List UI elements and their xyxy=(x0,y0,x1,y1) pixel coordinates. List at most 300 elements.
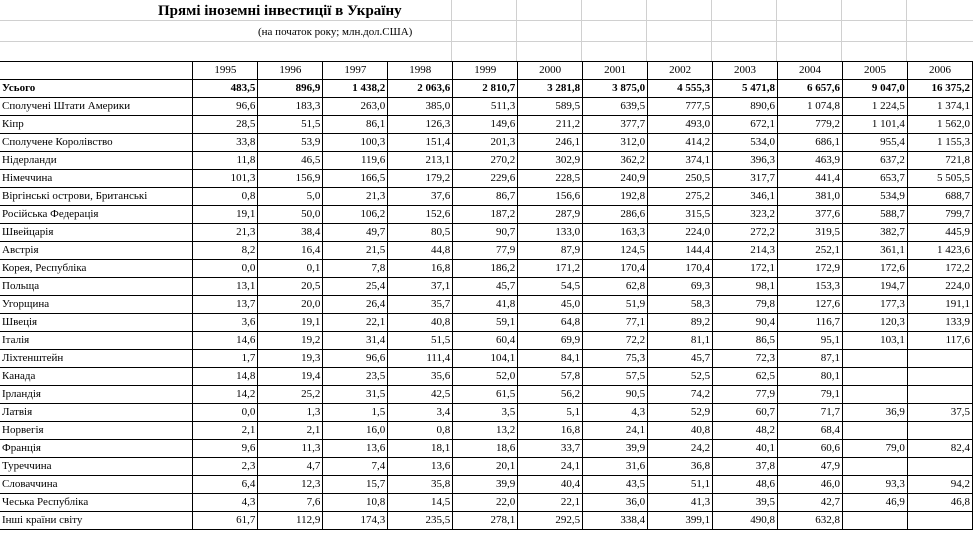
value-cell: 11,3 xyxy=(258,440,323,458)
value-cell: 24,1 xyxy=(518,458,583,476)
value-cell: 12,3 xyxy=(258,476,323,494)
value-cell: 22,1 xyxy=(323,314,388,332)
value-cell: 46,0 xyxy=(778,476,843,494)
value-cell: 79,8 xyxy=(713,296,778,314)
value-cell: 639,5 xyxy=(583,98,648,116)
value-cell: 490,8 xyxy=(713,512,778,530)
value-cell: 187,2 xyxy=(453,206,518,224)
value-cell: 152,6 xyxy=(388,206,453,224)
country-row xyxy=(0,512,973,530)
value-cell: 33,8 xyxy=(193,134,258,152)
value-cell: 46,9 xyxy=(842,494,907,512)
value-cell: 632,8 xyxy=(778,512,843,530)
value-cell: 374,1 xyxy=(648,152,713,170)
value-cell: 493,0 xyxy=(648,116,713,134)
value-cell: 8,2 xyxy=(193,242,258,260)
value-cell: 37,1 xyxy=(388,278,453,296)
value-cell: 3,5 xyxy=(453,404,518,422)
value-cell: 93,3 xyxy=(842,476,907,494)
value-cell: 14,6 xyxy=(193,332,258,350)
value-cell: 229,6 xyxy=(453,170,518,188)
table-title: Прямі іноземні інвестиції в Україну xyxy=(158,3,402,19)
value-cell: 31,4 xyxy=(323,332,388,350)
value-cell: 153,3 xyxy=(778,278,843,296)
value-cell: 2 063,6 xyxy=(388,80,453,98)
value-cell: 19,1 xyxy=(193,206,258,224)
value-cell: 14,8 xyxy=(193,368,258,386)
value-cell: 112,9 xyxy=(258,512,323,530)
value-cell: 179,2 xyxy=(388,170,453,188)
country-row xyxy=(0,476,973,494)
value-cell: 16,0 xyxy=(323,422,388,440)
year-header: 1999 xyxy=(453,62,518,80)
value-cell: 58,3 xyxy=(648,296,713,314)
value-cell: 36,9 xyxy=(842,404,907,422)
value-cell xyxy=(842,386,907,404)
value-cell: 2,1 xyxy=(193,422,258,440)
table-subtitle: (на початок року; млн.дол.США) xyxy=(258,26,413,38)
value-cell xyxy=(907,386,972,404)
value-cell: 104,1 xyxy=(453,350,518,368)
value-cell: 588,7 xyxy=(842,206,907,224)
value-cell: 74,2 xyxy=(648,386,713,404)
value-cell: 3,4 xyxy=(388,404,453,422)
value-cell: 72,2 xyxy=(583,332,648,350)
value-cell: 22,0 xyxy=(453,494,518,512)
value-cell: 414,2 xyxy=(648,134,713,152)
value-cell: 35,7 xyxy=(388,296,453,314)
year-header: 2005 xyxy=(842,62,907,80)
value-cell: 213,1 xyxy=(388,152,453,170)
gridline xyxy=(0,41,973,42)
year-header: 2006 xyxy=(907,62,972,80)
value-cell: 19,3 xyxy=(258,350,323,368)
value-cell: 0,1 xyxy=(258,260,323,278)
value-cell: 69,9 xyxy=(518,332,583,350)
value-cell: 84,1 xyxy=(518,350,583,368)
value-cell: 90,4 xyxy=(713,314,778,332)
value-cell xyxy=(907,350,972,368)
value-cell: 6 657,6 xyxy=(778,80,843,98)
country-name: Австрія xyxy=(0,242,193,260)
value-cell: 39,9 xyxy=(583,440,648,458)
value-cell: 37,6 xyxy=(388,188,453,206)
value-cell xyxy=(842,512,907,530)
value-cell: 511,3 xyxy=(453,98,518,116)
year-header: 1996 xyxy=(258,62,323,80)
value-cell: 75,3 xyxy=(583,350,648,368)
value-cell: 16 375,2 xyxy=(907,80,972,98)
value-cell: 81,1 xyxy=(648,332,713,350)
value-cell: 90,5 xyxy=(583,386,648,404)
value-cell: 61,5 xyxy=(453,386,518,404)
value-cell: 3,6 xyxy=(193,314,258,332)
value-cell: 16,8 xyxy=(388,260,453,278)
value-cell: 13,6 xyxy=(323,440,388,458)
country-name: Сполучені Штати Америки xyxy=(0,98,193,116)
value-cell: 19,4 xyxy=(258,368,323,386)
value-cell: 79,1 xyxy=(778,386,843,404)
value-cell: 25,4 xyxy=(323,278,388,296)
value-cell: 40,8 xyxy=(388,314,453,332)
gridline xyxy=(841,0,842,61)
gridline xyxy=(581,0,582,61)
country-name: Ірландія xyxy=(0,386,193,404)
country-row xyxy=(0,458,973,476)
value-cell: 1,7 xyxy=(193,350,258,368)
value-cell: 362,2 xyxy=(583,152,648,170)
value-cell: 101,3 xyxy=(193,170,258,188)
value-cell: 87,1 xyxy=(778,350,843,368)
value-cell: 46,5 xyxy=(258,152,323,170)
value-cell: 45,0 xyxy=(518,296,583,314)
value-cell: 133,0 xyxy=(518,224,583,242)
value-cell: 51,1 xyxy=(648,476,713,494)
country-name: Кіпр xyxy=(0,116,193,134)
value-cell: 23,5 xyxy=(323,368,388,386)
value-cell: 201,3 xyxy=(453,134,518,152)
value-cell xyxy=(907,512,972,530)
gridline xyxy=(776,0,777,61)
country-name: Італія xyxy=(0,332,193,350)
value-cell: 779,2 xyxy=(778,116,843,134)
value-cell: 13,1 xyxy=(193,278,258,296)
value-cell: 312,0 xyxy=(583,134,648,152)
value-cell: 95,1 xyxy=(778,332,843,350)
value-cell: 20,5 xyxy=(258,278,323,296)
value-cell: 117,6 xyxy=(907,332,972,350)
value-cell: 33,7 xyxy=(518,440,583,458)
gridline xyxy=(451,0,452,61)
value-cell: 18,6 xyxy=(453,440,518,458)
value-cell: 5,0 xyxy=(258,188,323,206)
value-cell: 77,1 xyxy=(583,314,648,332)
value-cell: 396,3 xyxy=(713,152,778,170)
value-cell: 20,0 xyxy=(258,296,323,314)
value-cell: 127,6 xyxy=(778,296,843,314)
country-name: Інші країни світу xyxy=(0,512,193,530)
value-cell xyxy=(842,422,907,440)
value-cell: 1 423,6 xyxy=(907,242,972,260)
value-cell: 52,9 xyxy=(648,404,713,422)
value-cell: 87,9 xyxy=(518,242,583,260)
value-cell: 133,9 xyxy=(907,314,972,332)
country-name: Віргінські острови, Британські xyxy=(0,188,193,206)
country-row xyxy=(0,386,973,404)
value-cell: 653,7 xyxy=(842,170,907,188)
value-cell: 47,9 xyxy=(778,458,843,476)
value-cell xyxy=(907,368,972,386)
value-cell: 166,5 xyxy=(323,170,388,188)
value-cell: 270,2 xyxy=(453,152,518,170)
value-cell: 11,8 xyxy=(193,152,258,170)
value-cell: 292,5 xyxy=(518,512,583,530)
value-cell: 80,1 xyxy=(778,368,843,386)
value-cell: 26,4 xyxy=(323,296,388,314)
value-cell: 170,4 xyxy=(648,260,713,278)
year-header: 2001 xyxy=(583,62,648,80)
value-cell: 61,7 xyxy=(193,512,258,530)
value-cell: 214,3 xyxy=(713,242,778,260)
value-cell: 278,1 xyxy=(453,512,518,530)
country-row xyxy=(0,296,973,314)
country-row xyxy=(0,242,973,260)
value-cell: 16,8 xyxy=(518,422,583,440)
value-cell: 62,8 xyxy=(583,278,648,296)
value-cell: 1 374,1 xyxy=(907,98,972,116)
value-cell: 49,7 xyxy=(323,224,388,242)
value-cell: 172,9 xyxy=(778,260,843,278)
value-cell: 637,2 xyxy=(842,152,907,170)
country-row xyxy=(0,170,973,188)
value-cell: 2 810,7 xyxy=(453,80,518,98)
value-cell: 31,6 xyxy=(583,458,648,476)
value-cell: 14,2 xyxy=(193,386,258,404)
value-cell: 22,1 xyxy=(518,494,583,512)
value-cell: 955,4 xyxy=(842,134,907,152)
country-row xyxy=(0,152,973,170)
country-row xyxy=(0,368,973,386)
value-cell: 21,3 xyxy=(323,188,388,206)
country-name: Швеція xyxy=(0,314,193,332)
value-cell: 192,8 xyxy=(583,188,648,206)
value-cell: 381,0 xyxy=(778,188,843,206)
value-cell: 3 281,8 xyxy=(518,80,583,98)
value-cell: 116,7 xyxy=(778,314,843,332)
value-cell: 60,7 xyxy=(713,404,778,422)
value-cell: 13,6 xyxy=(388,458,453,476)
value-cell: 686,1 xyxy=(778,134,843,152)
value-cell: 98,1 xyxy=(713,278,778,296)
value-cell: 151,4 xyxy=(388,134,453,152)
country-name: Словаччина xyxy=(0,476,193,494)
value-cell: 194,7 xyxy=(842,278,907,296)
value-cell: 69,3 xyxy=(648,278,713,296)
value-cell: 688,7 xyxy=(907,188,972,206)
value-cell: 589,5 xyxy=(518,98,583,116)
value-cell: 890,6 xyxy=(713,98,778,116)
value-cell: 100,3 xyxy=(323,134,388,152)
value-cell: 250,5 xyxy=(648,170,713,188)
value-cell: 323,2 xyxy=(713,206,778,224)
value-cell xyxy=(842,368,907,386)
value-cell: 441,4 xyxy=(778,170,843,188)
value-cell: 37,8 xyxy=(713,458,778,476)
value-cell: 21,5 xyxy=(323,242,388,260)
value-cell: 53,9 xyxy=(258,134,323,152)
value-cell: 68,4 xyxy=(778,422,843,440)
value-cell: 24,2 xyxy=(648,440,713,458)
value-cell: 56,2 xyxy=(518,386,583,404)
value-cell: 275,2 xyxy=(648,188,713,206)
value-cell: 111,4 xyxy=(388,350,453,368)
value-cell: 1,5 xyxy=(323,404,388,422)
country-name: Франція xyxy=(0,440,193,458)
value-cell: 96,6 xyxy=(193,98,258,116)
total-row xyxy=(0,80,973,98)
value-cell: 156,6 xyxy=(518,188,583,206)
year-header: 1995 xyxy=(193,62,258,80)
value-cell: 463,9 xyxy=(778,152,843,170)
value-cell: 172,2 xyxy=(907,260,972,278)
value-cell: 64,8 xyxy=(518,314,583,332)
value-cell: 1 438,2 xyxy=(323,80,388,98)
value-cell: 721,8 xyxy=(907,152,972,170)
value-cell: 77,9 xyxy=(453,242,518,260)
value-cell: 124,5 xyxy=(583,242,648,260)
value-cell: 36,0 xyxy=(583,494,648,512)
year-header: 2003 xyxy=(713,62,778,80)
value-cell: 46,8 xyxy=(907,494,972,512)
value-cell: 21,3 xyxy=(193,224,258,242)
year-header: 1998 xyxy=(388,62,453,80)
value-cell: 16,4 xyxy=(258,242,323,260)
value-cell: 228,5 xyxy=(518,170,583,188)
value-cell: 0,8 xyxy=(193,188,258,206)
value-cell: 1 101,4 xyxy=(842,116,907,134)
value-cell: 1 074,8 xyxy=(778,98,843,116)
value-cell: 51,5 xyxy=(258,116,323,134)
country-row xyxy=(0,494,973,512)
country-name: Угорщина xyxy=(0,296,193,314)
country-name: Сполучене Королівство xyxy=(0,134,193,152)
value-cell: 896,9 xyxy=(258,80,323,98)
value-cell: 235,5 xyxy=(388,512,453,530)
value-cell: 25,2 xyxy=(258,386,323,404)
country-row xyxy=(0,350,973,368)
value-cell: 42,5 xyxy=(388,386,453,404)
value-cell: 71,7 xyxy=(778,404,843,422)
value-cell: 38,4 xyxy=(258,224,323,242)
value-cell: 5 505,5 xyxy=(907,170,972,188)
country-name: Норвегія xyxy=(0,422,193,440)
value-cell: 39,5 xyxy=(713,494,778,512)
value-cell: 144,4 xyxy=(648,242,713,260)
value-cell: 177,3 xyxy=(842,296,907,314)
value-cell: 172,6 xyxy=(842,260,907,278)
value-cell: 42,7 xyxy=(778,494,843,512)
value-cell: 9,6 xyxy=(193,440,258,458)
value-cell: 7,8 xyxy=(323,260,388,278)
country-row xyxy=(0,134,973,152)
value-cell: 361,1 xyxy=(842,242,907,260)
gridline xyxy=(516,0,517,61)
value-cell: 60,4 xyxy=(453,332,518,350)
value-cell: 82,4 xyxy=(907,440,972,458)
value-cell: 126,3 xyxy=(388,116,453,134)
value-cell: 240,9 xyxy=(583,170,648,188)
value-cell: 246,1 xyxy=(518,134,583,152)
value-cell: 7,6 xyxy=(258,494,323,512)
value-cell: 43,5 xyxy=(583,476,648,494)
value-cell: 1,3 xyxy=(258,404,323,422)
value-cell: 86,5 xyxy=(713,332,778,350)
country-row xyxy=(0,98,973,116)
value-cell: 263,0 xyxy=(323,98,388,116)
value-cell: 79,0 xyxy=(842,440,907,458)
country-name: Чеська Республіка xyxy=(0,494,193,512)
gridline xyxy=(711,0,712,61)
value-cell: 156,9 xyxy=(258,170,323,188)
value-cell: 15,7 xyxy=(323,476,388,494)
year-header: 2000 xyxy=(518,62,583,80)
country-name: Швейцарія xyxy=(0,224,193,242)
value-cell: 44,8 xyxy=(388,242,453,260)
value-cell: 9 047,0 xyxy=(842,80,907,98)
country-row xyxy=(0,224,973,242)
value-cell: 6,4 xyxy=(193,476,258,494)
value-cell: 2,3 xyxy=(193,458,258,476)
value-cell: 13,7 xyxy=(193,296,258,314)
value-cell: 89,2 xyxy=(648,314,713,332)
value-cell: 45,7 xyxy=(453,278,518,296)
value-cell: 338,4 xyxy=(583,512,648,530)
value-cell: 1 155,3 xyxy=(907,134,972,152)
country-row xyxy=(0,188,973,206)
value-cell: 24,1 xyxy=(583,422,648,440)
value-cell: 41,8 xyxy=(453,296,518,314)
value-cell: 51,9 xyxy=(583,296,648,314)
country-row xyxy=(0,422,973,440)
header-corner-cell xyxy=(0,62,193,80)
value-cell: 28,5 xyxy=(193,116,258,134)
value-cell: 14,5 xyxy=(388,494,453,512)
year-header: 2002 xyxy=(648,62,713,80)
value-cell: 272,2 xyxy=(713,224,778,242)
country-name: Польща xyxy=(0,278,193,296)
value-cell: 315,5 xyxy=(648,206,713,224)
value-cell: 483,5 xyxy=(193,80,258,98)
value-cell: 103,1 xyxy=(842,332,907,350)
value-cell: 36,8 xyxy=(648,458,713,476)
value-cell: 1 224,5 xyxy=(842,98,907,116)
value-cell: 2,1 xyxy=(258,422,323,440)
country-row xyxy=(0,206,973,224)
country-row xyxy=(0,404,973,422)
value-cell: 41,3 xyxy=(648,494,713,512)
value-cell: 302,9 xyxy=(518,152,583,170)
country-name: Латвія xyxy=(0,404,193,422)
value-cell: 52,0 xyxy=(453,368,518,386)
value-cell: 287,9 xyxy=(518,206,583,224)
value-cell: 777,5 xyxy=(648,98,713,116)
gridline xyxy=(0,20,973,21)
value-cell: 37,5 xyxy=(907,404,972,422)
value-cell: 13,2 xyxy=(453,422,518,440)
value-cell: 52,5 xyxy=(648,368,713,386)
country-row xyxy=(0,332,973,350)
year-header: 2004 xyxy=(778,62,843,80)
value-cell: 57,8 xyxy=(518,368,583,386)
value-cell: 48,6 xyxy=(713,476,778,494)
country-name: Російська Федерація xyxy=(0,206,193,224)
country-name: Німеччина xyxy=(0,170,193,188)
value-cell: 382,7 xyxy=(842,224,907,242)
value-cell: 377,7 xyxy=(583,116,648,134)
value-cell: 252,1 xyxy=(778,242,843,260)
value-cell: 186,2 xyxy=(453,260,518,278)
value-cell: 377,6 xyxy=(778,206,843,224)
value-cell: 445,9 xyxy=(907,224,972,242)
value-cell: 5 471,8 xyxy=(713,80,778,98)
value-cell: 174,3 xyxy=(323,512,388,530)
gridline xyxy=(906,0,907,61)
country-name: Ліхтенштейн xyxy=(0,350,193,368)
value-cell: 48,2 xyxy=(713,422,778,440)
value-cell: 39,9 xyxy=(453,476,518,494)
value-cell: 62,5 xyxy=(713,368,778,386)
value-cell: 286,6 xyxy=(583,206,648,224)
